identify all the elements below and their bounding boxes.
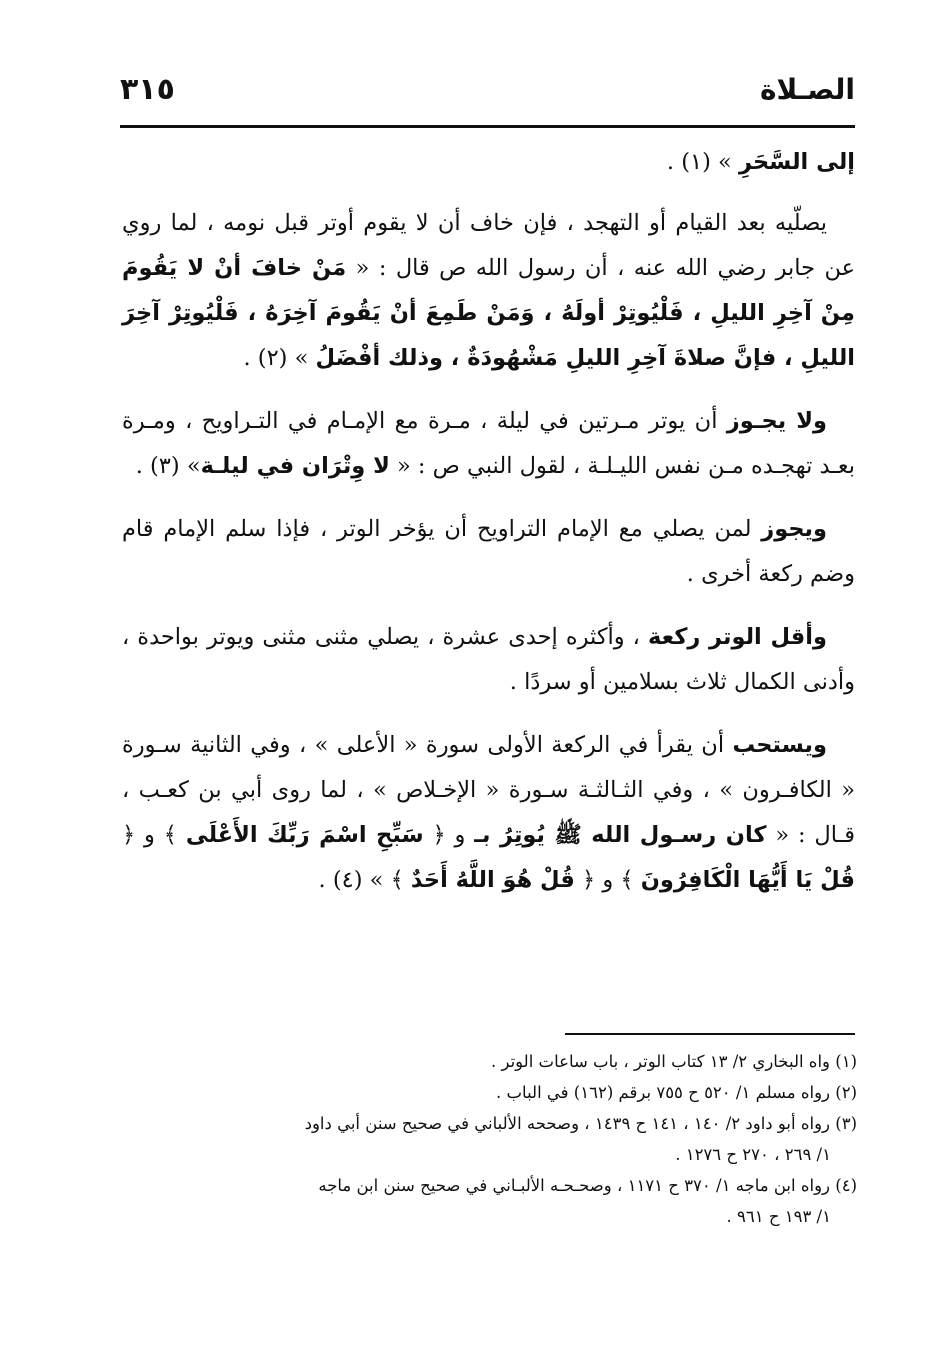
footnote-3: (٣) رواه أبو داود ٢/ ١٤٠ ، ١٤١ ح ١٤٣٩ ، وصححه الألباني في صحيح سنن أبي داود xyxy=(304,1114,857,1133)
footnote-4: (٤) رواه ابن ماجه ١/ ٣٧٠ ح ١١٧١ ، وصحـحـه الألبـاني في صحيح سنن ابن ماجه xyxy=(318,1176,857,1195)
paragraph-text: ﴾ و ﴿ xyxy=(122,822,186,848)
footnote-3-continued: ١/ ٢٦٩ ، ٢٧٠ ح ١٢٧٦ . xyxy=(675,1145,831,1164)
paragraph-continuation xyxy=(122,140,855,185)
hadith-text: مَنْ خافَ أنْ لا يَقُومَ مِنْ آخِرِ الليلِ ، فَلْيُوتِرْ أولَهُ ، وَمَنْ طَمِعَ أنْ يَقُومَ آخِرَهُ ، فَلْيُوتِرْ آخِرَ الليلِ ، فإنَّ صلاةَ آخِرِ الليلِ مَشْهُودَةٌ ، وذلك أفْضَلُ xyxy=(122,255,855,371)
paragraph-2 xyxy=(122,399,855,489)
hadith-text: لا وِتْرَان في ليلـة xyxy=(200,453,390,479)
paragraph-5 xyxy=(122,723,855,903)
quran-verse: قُلْ يَا أَيُّهَا الْكَافِرُونَ xyxy=(640,867,855,893)
paragraph-text: يصلّيه بعد القيام أو التهجد ، فإن خاف أن لا يقوم أوتر قبل نومه ، لما روي عن جابر رضي الله عنه ، أن رسول الله ص قال : « xyxy=(122,210,855,281)
footnotes xyxy=(122,1046,857,1232)
header-rule xyxy=(120,125,855,128)
footnote-1: (١) واه البخاري ٢/ ١٣ كتاب الوتر ، باب ساعات الوتر . xyxy=(490,1052,857,1071)
running-title: الصـلاة xyxy=(759,73,855,106)
paragraph-4 xyxy=(122,615,855,705)
page-number: ٣١٥ xyxy=(120,72,175,107)
body-text xyxy=(122,140,855,921)
hadith-text: كان رسـول الله ﷺ يُوتِرُ بـ xyxy=(474,822,767,848)
lead-term: ولا يجـوز xyxy=(726,408,827,434)
paragraph-text: أن يوتر مـرتين في ليلة ، مـرة مع الإمـام في التـراويح ، ومـرة بعـد تهجـده مـن نفس الليـلـة ، لقول النبي ص : « xyxy=(122,408,855,479)
lead-term: وأقل الوتر ركعة xyxy=(647,624,827,650)
footnote-rule xyxy=(565,1033,855,1035)
footnote-ref: » (٢) . xyxy=(243,345,316,371)
footnote-2: (٢) رواه مسلم ١/ ٥٢٠ ح ٧٥٥ برقم (١٦٢) في الباب . xyxy=(496,1083,857,1102)
footnote-4-continued: ١/ ١٩٣ ح ٩٦١ . xyxy=(726,1207,831,1226)
footnote-ref: ﴾ » (٤) . xyxy=(318,867,411,893)
paragraph-text: ، وأكثره إحدى عشرة ، يصلي مثنى مثنى ويوتر بواحدة ، وأدنى الكمال ثلاث بسلامين أو سردًا . xyxy=(122,624,855,695)
lead-term: ويستحب xyxy=(732,732,827,758)
paragraph-1 xyxy=(122,201,855,381)
paragraph-text: لمن يصلي مع الإمام التراويح أن يؤخر الوتر ، فإذا سلم الإمام قام وضم ركعة أخرى . xyxy=(122,516,855,587)
hadith-text: إلى السَّحَرِ xyxy=(738,149,855,175)
footnote-ref: » (١) . xyxy=(666,149,739,175)
quran-verse: سَبِّحِ اسْمَ رَبِّكَ الأَعْلَى xyxy=(185,822,424,848)
paragraph-3 xyxy=(122,507,855,597)
quran-verse: قُلْ هُوَ اللَّهُ أَحَدٌ xyxy=(410,867,575,893)
paragraph-text: ﴾ و ﴿ xyxy=(574,867,641,893)
paragraph-text: أن يقرأ في الركعة الأولى سورة « الأعلى » ، وفي الثانية سـورة « الكافـرون » ، وفي الثـالثـة سـورة « الإخـلاص » ، لما روى أبي بن كعـب ، قـال : « xyxy=(122,732,855,848)
lead-term: ويجوز xyxy=(761,516,827,542)
paragraph-text: و ﴿ xyxy=(423,822,475,848)
footnote-ref: » (٣) . xyxy=(135,453,201,479)
page-header xyxy=(120,68,855,118)
